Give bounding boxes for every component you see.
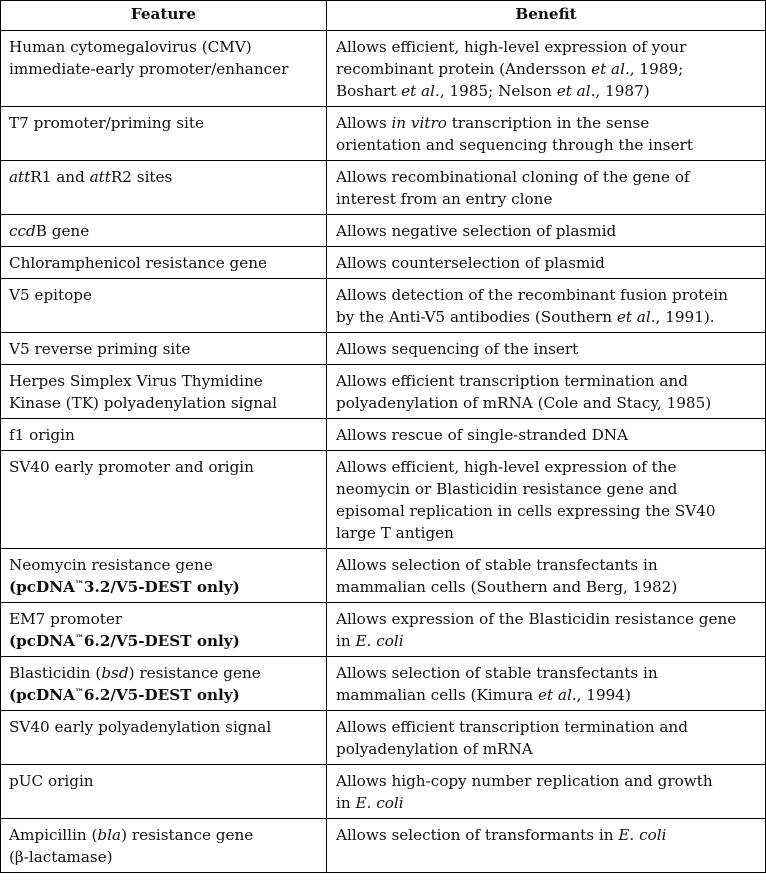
feature-cell — [1, 215, 327, 247]
table-row — [1, 365, 766, 419]
text-run: (pcDNA — [9, 632, 75, 650]
text-run: R2 sites — [110, 168, 173, 186]
text-run: Chloramphenicol resistance gene — [9, 254, 268, 272]
trademark-symbol: ™ — [74, 688, 84, 698]
table-body — [1, 31, 766, 873]
text-run: Ampicillin ( — [9, 826, 98, 844]
benefit-cell — [327, 215, 766, 247]
text-run: transcription in the sense — [446, 114, 650, 132]
feature-cell — [1, 657, 327, 711]
text-run: et al. — [616, 308, 656, 326]
benefit-cell — [327, 31, 766, 107]
text-run: SV40 early polyadenylation signal — [9, 718, 272, 736]
text-run: Allows selection of transformants in — [336, 826, 619, 844]
text-run: Human cytomegalovirus (CMV) — [9, 38, 252, 56]
text-run: Allows high-copy number replication and growth — [336, 772, 713, 790]
benefit-cell — [327, 451, 766, 549]
table-row — [1, 451, 766, 549]
benefit-cell — [327, 711, 766, 765]
text-run: 6.2/V5-DEST only) — [83, 686, 240, 704]
text-run: ccd — [9, 222, 36, 240]
text-run: Allows efficient transcription termination and — [336, 372, 688, 390]
text-run: att — [89, 168, 111, 186]
text-run: in vitro — [391, 114, 447, 132]
text-run: Allows recombinational cloning of the gene of — [336, 168, 690, 186]
benefit-cell — [327, 603, 766, 657]
benefit-cell — [327, 107, 766, 161]
feature-cell — [1, 819, 327, 873]
text-run: V5 epitope — [9, 286, 92, 304]
text-run: Allows sequencing of the insert — [336, 340, 579, 358]
benefit-cell — [327, 247, 766, 279]
text-run: Allows efficient, high-level expression of the — [336, 458, 677, 476]
feature-cell — [1, 549, 327, 603]
table-row — [1, 819, 766, 873]
feature-cell — [1, 107, 327, 161]
benefit-cell — [327, 279, 766, 333]
table-row — [1, 279, 766, 333]
text-run: et al. — [401, 82, 440, 100]
text-run: polyadenylation of mRNA (Cole and Stacy, 1985) — [336, 394, 712, 412]
trademark-symbol: ™ — [74, 634, 84, 644]
table-row — [1, 333, 766, 365]
text-run: et al. — [591, 60, 630, 78]
text-run: polyadenylation of mRNA — [336, 740, 533, 758]
text-run: 6.2/V5-DEST only) — [83, 632, 240, 650]
text-run: orientation and sequencing through the insert — [336, 136, 693, 154]
text-run: Allows selection of stable transfectants in — [336, 556, 658, 574]
trademark-symbol: ™ — [74, 580, 84, 590]
text-run: , 1994) — [576, 686, 631, 704]
text-run: Allows efficient, high-level expression of your — [336, 38, 687, 56]
table-row — [1, 549, 766, 603]
text-run: (β-lactamase) — [9, 848, 113, 866]
benefit-column-header: Benefit — [327, 1, 766, 31]
feature-cell — [1, 451, 327, 549]
table-row — [1, 107, 766, 161]
table-row — [1, 161, 766, 215]
text-run: V5 reverse priming site — [9, 340, 191, 358]
text-run: Allows detection of the recombinant fusion protein — [336, 286, 728, 304]
text-run: interest from an entry clone — [336, 190, 553, 208]
feature-cell — [1, 161, 327, 215]
text-run: pUC origin — [9, 772, 94, 790]
text-run: Blasticidin ( — [9, 664, 102, 682]
text-run: mammalian cells (Kimura — [336, 686, 538, 704]
feature-cell — [1, 247, 327, 279]
text-run: Allows selection of stable transfectants in — [336, 664, 658, 682]
text-run: (pcDNA — [9, 578, 75, 596]
benefit-cell — [327, 419, 766, 451]
feature-cell — [1, 765, 327, 819]
text-run: Allows counterselection of plasmid — [336, 254, 605, 272]
text-run: Herpes Simplex Virus Thymidine — [9, 372, 263, 390]
text-run: immediate-early promoter/enhancer — [9, 60, 289, 78]
text-run: R1 and — [30, 168, 90, 186]
feature-column-header: Feature — [1, 1, 327, 31]
benefit-cell — [327, 819, 766, 873]
table-row — [1, 247, 766, 279]
header-row — [1, 1, 766, 31]
text-run: neomycin or Blasticidin resistance gene and — [336, 480, 678, 498]
benefit-cell — [327, 765, 766, 819]
text-run: by the Anti-V5 antibodies (Southern — [336, 308, 617, 326]
text-run: SV40 early promoter and origin — [9, 458, 254, 476]
feature-cell — [1, 333, 327, 365]
feature-cell — [1, 603, 327, 657]
text-run: Boshart — [336, 82, 402, 100]
feature-cell — [1, 365, 327, 419]
table-row — [1, 603, 766, 657]
text-run: att — [9, 168, 31, 186]
text-run: (pcDNA — [9, 686, 75, 704]
text-run: episomal replication in cells expressing the SV40 — [336, 502, 716, 520]
benefit-cell — [327, 365, 766, 419]
text-run: , 1989; — [629, 60, 684, 78]
text-run: large T antigen — [336, 524, 454, 542]
text-run: Neomycin resistance gene — [9, 556, 213, 574]
feature-cell — [1, 419, 327, 451]
text-run: , 1987) — [595, 82, 650, 100]
benefit-cell — [327, 333, 766, 365]
text-run: bla — [97, 826, 122, 844]
feature-cell — [1, 279, 327, 333]
text-run: mammalian cells (Southern and Berg, 1982) — [336, 578, 678, 596]
table-row — [1, 31, 766, 107]
text-run: in — [336, 794, 356, 812]
text-run: E. coli — [355, 794, 404, 812]
text-run: Allows rescue of single-stranded DNA — [336, 426, 629, 444]
benefit-cell — [327, 161, 766, 215]
feature-cell — [1, 711, 327, 765]
text-run: 3.2/V5-DEST only) — [83, 578, 240, 596]
text-run: ) resistance gene — [128, 664, 261, 682]
text-run: in — [336, 632, 356, 650]
text-run: E. coli — [618, 826, 667, 844]
text-run: et al. — [556, 82, 596, 100]
text-run: E. coli — [355, 632, 404, 650]
text-run: , 1991). — [655, 308, 715, 326]
text-run: ) resistance gene — [121, 826, 254, 844]
text-run: Allows expression of the Blasticidin resistance gene — [336, 610, 737, 628]
text-run: , 1985; Nelson — [439, 82, 557, 100]
table-row — [1, 711, 766, 765]
text-run: EM7 promoter — [9, 610, 123, 628]
text-run: T7 promoter/priming site — [9, 114, 204, 132]
table-row — [1, 419, 766, 451]
table-row — [1, 657, 766, 711]
text-run: bsd — [101, 664, 129, 682]
text-run: Allows negative selection of plasmid — [336, 222, 617, 240]
text-run: B gene — [35, 222, 90, 240]
table-row — [1, 765, 766, 819]
feature-cell — [1, 31, 327, 107]
text-run: Allows efficient transcription termination and — [336, 718, 688, 736]
text-run: Allows — [336, 114, 392, 132]
text-run: et al. — [537, 686, 577, 704]
text-run: Kinase (TK) polyadenylation signal — [9, 394, 277, 412]
benefit-cell — [327, 657, 766, 711]
text-run: recombinant protein (Andersson — [336, 60, 592, 78]
benefit-cell — [327, 549, 766, 603]
text-run: f1 origin — [9, 426, 75, 444]
table-row — [1, 215, 766, 247]
